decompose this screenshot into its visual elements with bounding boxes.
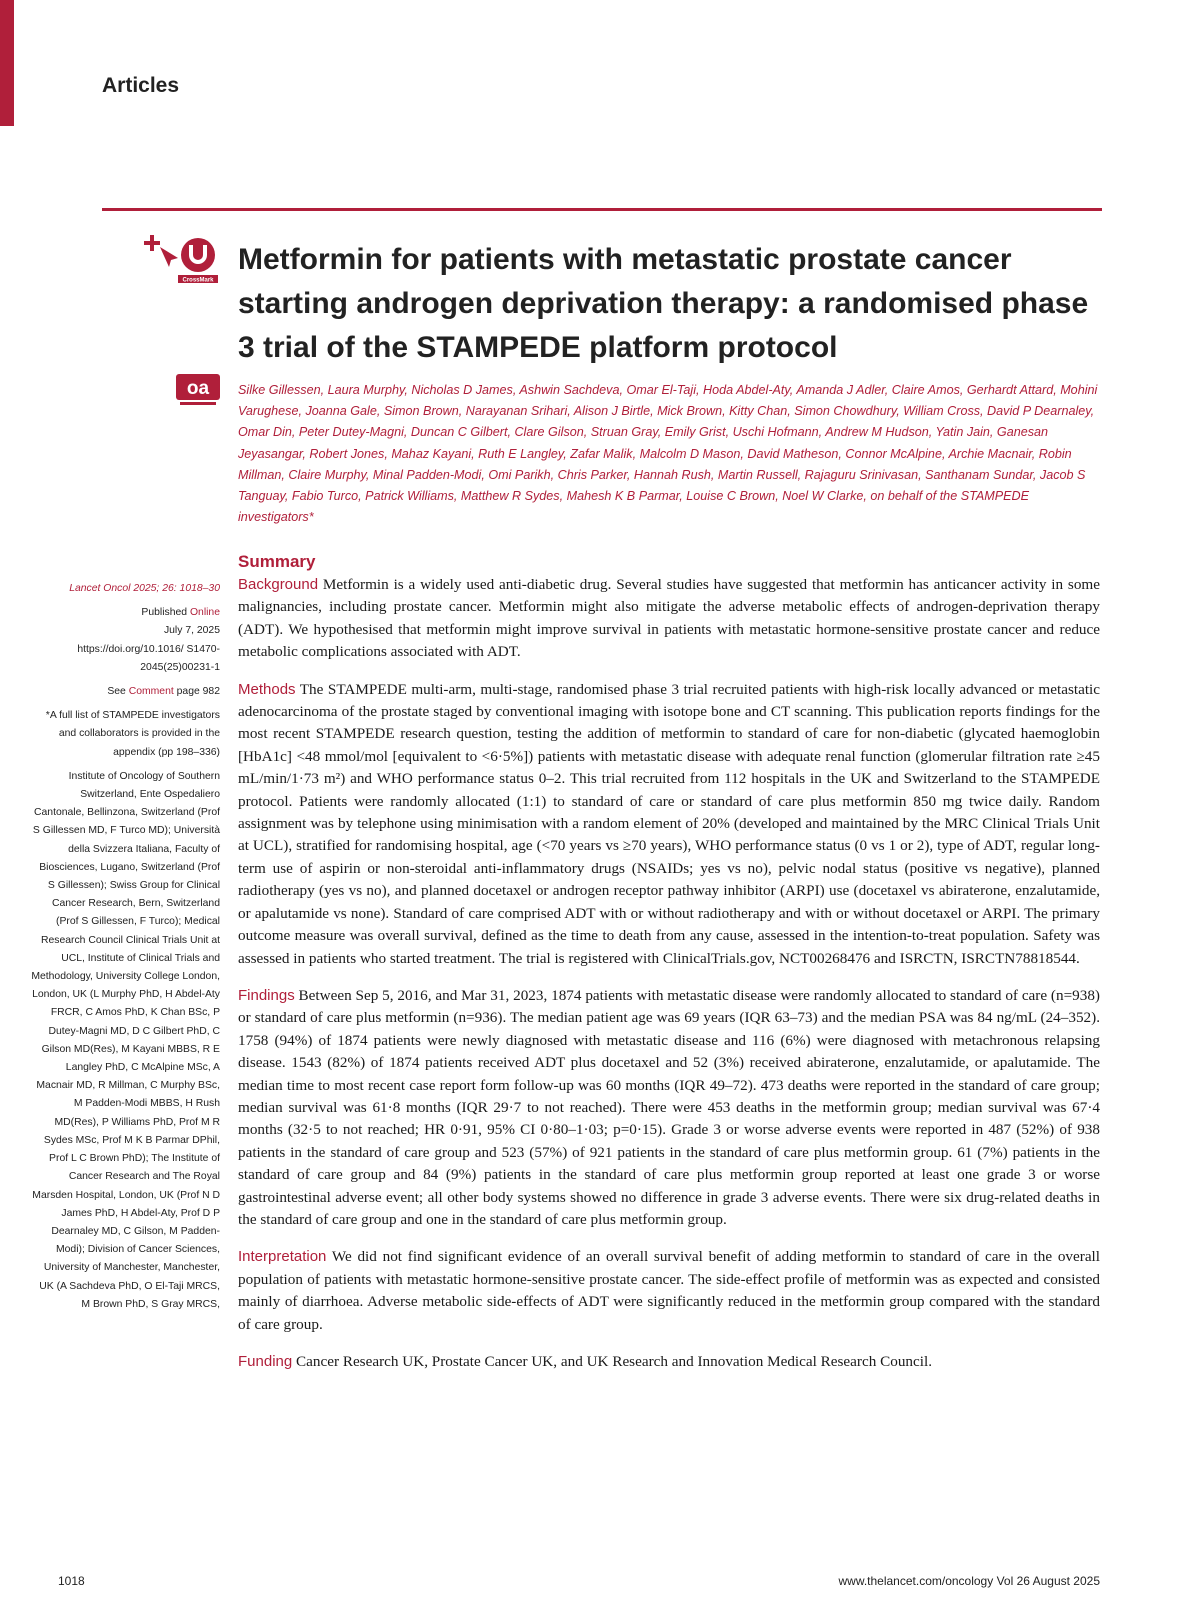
margin-accent-strip (0, 0, 14, 126)
investigators-footnote: *A full list of STAMPEDE investigators and collaborators is provided in the appendix (pp 198–336) (45, 710, 220, 758)
methods-text: The STAMPEDE multi-arm, multi-stage, randomised phase 3 trial recruited patients with high-risk locally advanced or metastatic adenocarcinoma of the prostate staged by conventional imaging with isotope bone and CT scanning. This publication reports findings for the most recent STAMPEDE research question, testing the addition of metformin to standard of care for non-diabetic (glycated haemoglobin [HbA1c] <48 mmol/mol [equivalent to <6·5%]) patients with metastatic disease with adequate renal function (glomerular filtration rate ≥45 mL/min/1·73 m²) and WHO performance status 0–2. This trial recruited from 112 hospitals in the UK and Switzerland to the STAMPEDE protocol. Patients were randomly allocated (1:1) to standard of care or standard of care plus metformin 850 mg twice daily. Random assignment was by telephone using minimisation with a random element of 20% (developed and maintained by the MRC Clinical Trials Unit at UCL), stratified for randomising hospital, age (<70 years vs ≥70 years), WHO performance status (0 vs 1 or 2), type of ADT, regular long-term use of aspirin or non-steroidal anti-inflammatory drugs (NSAIDs; yes vs no), pelvic nodal status (positive vs negative), planned radiotherapy (yes vs no), and planned docetaxel or androgen receptor pathway inhibitor (ARPI) use (docetaxel vs abiraterone, enzalutamide, or apalutamide vs none). Standard of care comprised ADT with or without radiotherapy and with or without docetaxel or ARPI. The primary outcome measure was overall survival, defined as the time to death from any cause, assessed in the intention-to-treat population. Safety was assessed in patients who started treatment. The trial is registered with ClinicalTrials.gov, NCT00268476 and ISRCTN, ISRCTN78818544. (238, 680, 1100, 967)
section-label: Articles (102, 74, 180, 97)
affiliations: Institute of Oncology of Southern Switzerland, Ente Ospedaliero Cantonale, Bellinzona, Switzerland (Prof S Gillessen MD, F Turco MD); Università della Svizzera Italiana, Faculty of Biosciences, Lugano, Switzerland (Prof S Gillessen); Swiss Group for Clinical Cancer Research, Bern, Switzerland (Prof S Gillessen, F Turco); Medical Research Council Clinical Trials Unit at UCL, Institute of Clinical Trials and Methodology, University College London, London, UK (L Murphy PhD, H Abdel-Aty FRCR, C Amos PhD, K Chan BSc, P Dutey-Magni MD, D C Gilbert PhD, C Gilson MD(Res), M Kayani MBBS, R E Langley PhD, C McAlpine MSc, A Macnair MD, R Millman, C Murphy BSc, M Padden-Modi MBBS, H Rush MD(Res), P Williams PhD, Prof M R Sydes MSc, Prof M K B Parmar DPhil, Prof L C Brown PhD); The Institute of Cancer Research and The Royal Marsden Hospital, London, UK (Prof N D James PhD, H Abdel-Aty, Prof D P Dearnaley MD, C Gilson, M Padden-Modi); Division of Cancer Sciences, University of Manchester, Manchester, UK (A Sachdeva PhD, O El-Taji MRCS, M Brown PhD, S Gray MRCS, (31, 770, 220, 1310)
crossmark-label: CrossMark (182, 277, 214, 284)
page-number: 1018 (58, 1574, 85, 1588)
author-list[interactable]: Silke Gillessen, Laura Murphy, Nicholas D James, Ashwin Sachdeva, Omar El-Taji, Hoda Abdel-Aty, Amanda J Adler, Claire Amos, Gerhardt Attard, Mohini Varughese, Joanna Gale, Simon Brown, Narayanan Srihari, Alison J Birtle, Mick Brown, Kitty Chan, Simon Chowdhury, William Cross, David P Dearnaley, Omar Din, Peter Dutey-Magni, Duncan C Gilbert, Clare Gilson, Struan Gray, Emily Grist, Uschi Hofmann, Andrew M Hudson, Yatin Jain, Ganesan Jeyasangar, Robert Jones, Mahaz Kayani, Ruth E Langley, Zafar Malik, Malcolm D Mason, David Matheson, Connor McAlpine, Archie Macnair, Robin Millman, Claire Murphy, Minal Padden-Modi, Omi Parikh, Chris Parker, Hannah Rush, Martin Russell, Rajaguru Srinivasan, Santhanam Sundar, Jacob S Tanguay, Fabio Turco, Patrick Williams, Matthew R Sydes, Mahesh K B Parmar, Louise C Brown, Noel W Clarke, on behalf of the STAMPEDE investigators* (238, 383, 1098, 525)
funding-label: Funding (238, 1353, 293, 1370)
findings-label: Findings (238, 986, 295, 1004)
interpretation-text: We did not find significant evidence of an overall survival benefit of adding metformin to standard of care in the overall population of patients with metastatic hormone-sensitive prostate cancer. The side-effect profile of metformin was as expected and consisted mainly of diarrhoea. Adverse metabolic side-effects of ADT were significantly reduced in the metformin group compared with the standard of care group. (238, 1248, 1100, 1333)
background-label: Background (238, 576, 319, 593)
open-access-label: oa (186, 378, 210, 399)
article-title: Metformin for patients with metastatic prostate cancer starting androgen deprivation therapy: a randomised phase 3 trial of the STAMPEDE platform protocol (238, 243, 1089, 364)
findings-text: Between Sep 5, 2016, and Mar 31, 2023, 1874 patients with metastatic disease were randomly allocated to standard of care (n=938) or standard of care plus metformin (n=936). The median patient age was 69 years (IQR 63–73) and the median PSA was 84 ng/mL (24–352). 1758 (94%) of 1874 patients were newly diagnosed with metastatic disease and 116 (6%) were diagnosed with metachronous relapsing disease. 1543 (82%) of 1874 patients received ADT plus docetaxel and 52 (3%) received abiraterone, enzalutamide, or apalutamide. The median time to most recent case report form follow-up was 60 months (IQR 49–72). 473 deaths were reported in the standard of care group; median survival was 61·8 months (IQR 29·7 to not reached). There were 453 deaths in the metformin group; median survival was 67·4 months (32·5 to not reached; HR 0·91, 95% CI 0·80–1·03; p=0·15). Grade 3 or worse adverse events were reported in 487 (52%) of 938 patients in the standard of care group and 523 (57%) of 921 patients in the standard of care plus metformin group. 61 (7%) patients in the standard of care group and 84 (9%) patients in the standard of care plus metformin group reported at least one grade 3 or worse gastrointestinal adverse event; all other body systems showed no difference in grade 3 adverse events. There were six drug-related deaths in the standard of care group and one in the standard of care plus metformin group. (238, 986, 1100, 1228)
published-line (30, 604, 220, 622)
funding-paragraph (238, 1351, 1100, 1373)
journal-citation: Lancet Oncol 2025; 26: 1018–30 (69, 583, 220, 594)
journal-footer[interactable]: www.thelancet.com/oncology Vol 26 August 2025 (838, 1574, 1100, 1588)
sidebar-notes (30, 580, 220, 1314)
methods-paragraph (238, 679, 1100, 970)
see-suffix: page 982 (173, 686, 220, 698)
published-date: July 7, 2025 (163, 625, 220, 637)
header-rule (102, 208, 1102, 211)
see-comment-line (30, 683, 220, 701)
methods-label: Methods (238, 680, 296, 698)
doi-link[interactable]: https://doi.org/10.1016/ S1470-2045(25)00231-1 (77, 643, 220, 673)
comment-link[interactable]: Comment (128, 686, 174, 698)
background-text: Metformin is a widely used anti-diabetic drug. Several studies have suggested that metformin has anticancer activity in some malignancies, including prostate cancer. Metformin might also mitigate the adverse metabolic effects of androgen-deprivation therapy (ADT). We hypothesised that metformin might improve survival in patients with metastatic hormone-sensitive prostate cancer and reduce metabolic complications associated with ADT. (238, 576, 1100, 661)
summary-heading: Summary (238, 552, 316, 571)
findings-paragraph (238, 985, 1100, 1231)
background-paragraph (238, 574, 1100, 664)
published-prefix: Published (141, 607, 190, 619)
funding-text: Cancer Research UK, Prostate Cancer UK, and UK Research and Innovation Medical Research Council. (292, 1353, 932, 1370)
interpretation-paragraph (238, 1246, 1100, 1336)
abstract (238, 574, 1100, 1388)
interpretation-label: Interpretation (238, 1248, 327, 1266)
open-access-icon (176, 374, 220, 408)
published-online-link[interactable]: Online (189, 607, 220, 619)
crossmark-icon[interactable] (142, 231, 226, 287)
see-prefix: See (107, 686, 129, 698)
